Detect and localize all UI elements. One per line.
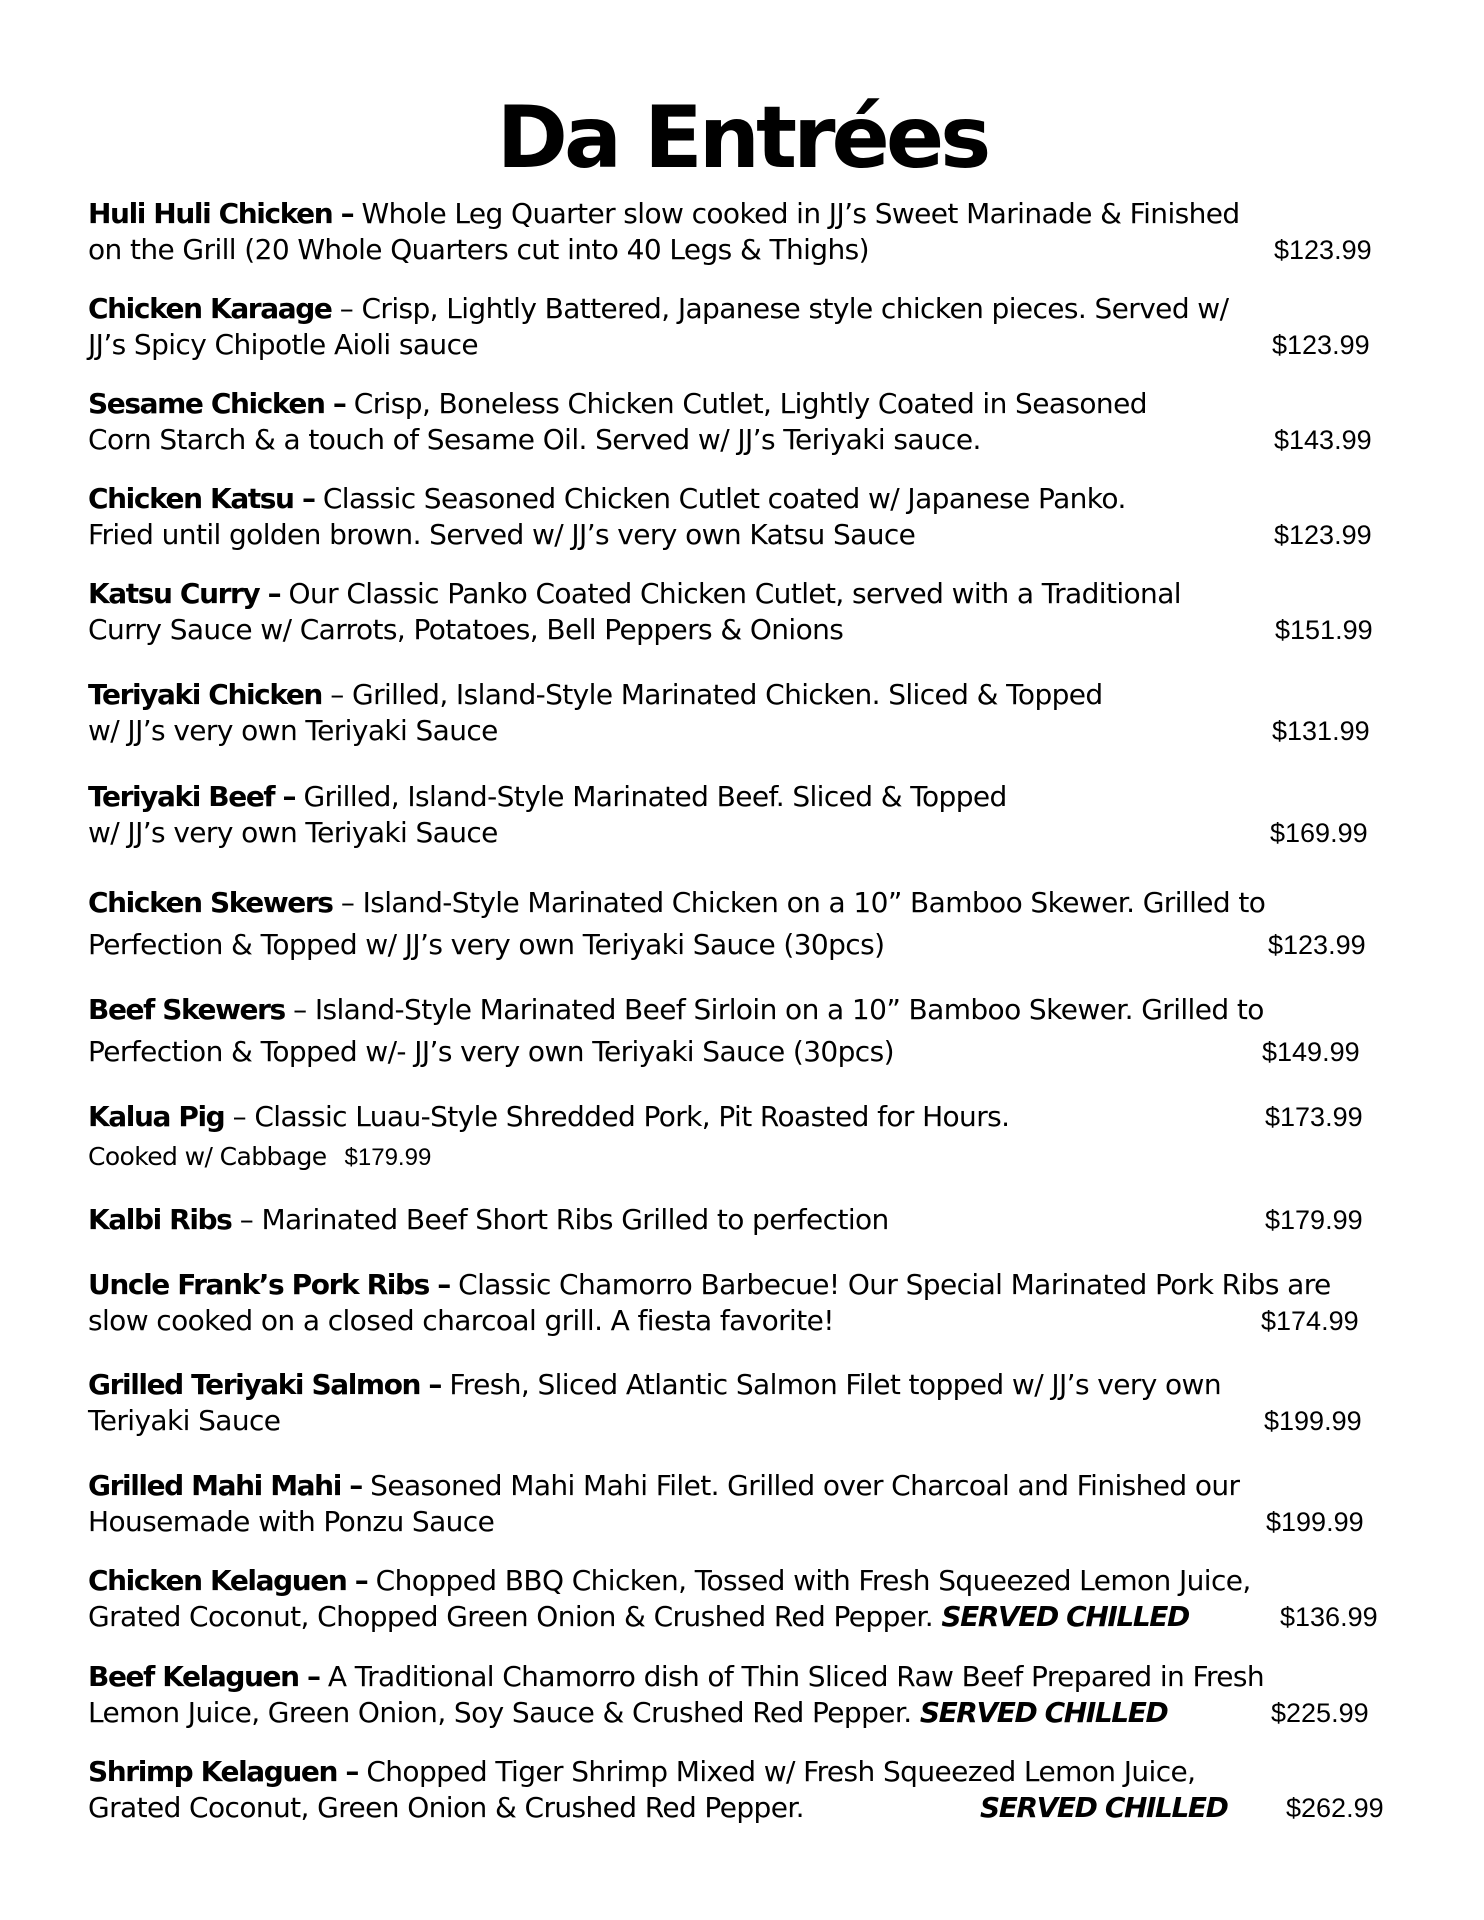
item-price: $143.99 <box>1274 425 1372 455</box>
item-name: Grilled Mahi Mahi – <box>88 1469 362 1502</box>
item-name: Sesame Chicken – <box>88 387 346 420</box>
menu-item-chicken-karaage <box>88 291 1408 363</box>
item-description: Cooked w/ Cabbage <box>88 1142 327 1171</box>
item-description: Chopped Tiger Shrimp Mixed w/ Fresh Squeezed Lemon Juice, <box>358 1755 1196 1788</box>
item-description: Grilled, Island-Style Marinated Beef. Sliced & Topped <box>295 780 1007 813</box>
item-name: Uncle Frank’s Pork Ribs – <box>88 1268 450 1301</box>
menu-item-shrimp-kelaguen <box>88 1754 1408 1826</box>
item-description: Curry Sauce w/ Carrots, Potatoes, Bell Peppers & Onions <box>88 613 844 646</box>
item-price: $123.99 <box>1268 930 1366 960</box>
menu-item-grilled-teriyaki-salmon <box>88 1367 1408 1439</box>
item-description: – Grilled, Island-Style Marinated Chicken. Sliced & Topped <box>321 678 1103 711</box>
menu-item-grilled-mahi-mahi <box>88 1468 1408 1540</box>
item-price: $123.99 <box>1274 520 1372 550</box>
page-title: Da Entrées <box>496 88 988 188</box>
menu-item-beef-kelaguen <box>88 1659 1408 1731</box>
item-description: – Classic Luau-Style Shredded Pork, Pit Roasted for Hours. <box>224 1100 1010 1133</box>
item-name: Teriyaki Beef – <box>88 780 296 813</box>
item-description: Perfection & Topped w/- JJ’s very own Teriyaki Sauce (30pcs) <box>88 1035 894 1068</box>
menu-item-beef-skewers <box>88 992 1408 1070</box>
item-description: JJ’s Spicy Chipotle Aioli sauce <box>88 328 478 361</box>
item-price: $199.99 <box>1266 1507 1364 1537</box>
item-description: Grated Coconut, Chopped Green Onion & Crushed Red Pepper. <box>88 1600 942 1633</box>
item-name: Chicken Katsu – <box>88 482 315 515</box>
menu-item-uncle-franks-pork-ribs <box>88 1267 1408 1339</box>
item-price-secondary: $179.99 <box>344 1144 432 1171</box>
served-chilled-note: SERVED CHILLED <box>980 1791 1228 1824</box>
menu-item-chicken-kelaguen <box>88 1563 1408 1635</box>
item-description: on the Grill (20 Whole Quarters cut into 40 Legs & Thighs) <box>88 233 869 266</box>
item-description: Lemon Juice, Green Onion, Soy Sauce & Crushed Red Pepper. <box>88 1696 920 1729</box>
item-description: w/ JJ’s very own Teriyaki Sauce <box>88 714 498 747</box>
item-price: $151.99 <box>1275 615 1373 645</box>
menu-item-kalua-pig <box>88 1099 1408 1175</box>
item-description: Teriyaki Sauce <box>88 1404 281 1437</box>
item-name: Teriyaki Chicken <box>88 678 322 711</box>
item-description: Corn Starch & a touch of Sesame Oil. Served w/ JJ’s Teriyaki sauce. <box>88 423 981 456</box>
item-price: $136.99 <box>1280 1602 1378 1632</box>
item-description: Fresh, Sliced Atlantic Salmon Filet topped w/ JJ’s very own <box>441 1368 1221 1401</box>
menu-item-teriyaki-beef <box>88 779 1408 851</box>
item-name: Kalbi Ribs <box>88 1203 232 1236</box>
menu-item-katsu-curry <box>88 576 1408 648</box>
menu-item-huli-huli-chicken <box>88 196 1408 268</box>
item-price: $123.99 <box>1272 330 1370 360</box>
item-description: Chopped BBQ Chicken, Tossed with Fresh Squeezed Lemon Juice, <box>367 1564 1251 1597</box>
menu-item-chicken-katsu <box>88 481 1408 553</box>
item-description: Classic Chamorro Barbecue! Our Special Marinated Pork Ribs are <box>449 1268 1331 1301</box>
item-name: Shrimp Kelaguen – <box>88 1755 359 1788</box>
menu-item-chicken-skewers <box>88 885 1408 963</box>
item-price: $173.99 <box>1265 1102 1363 1132</box>
menu-item-sesame-chicken <box>88 386 1408 458</box>
item-description: slow cooked on a closed charcoal grill. A fiesta favorite! <box>88 1304 834 1337</box>
item-price: $123.99 <box>1274 235 1372 265</box>
item-description: Our Classic Panko Coated Chicken Cutlet, served with a Traditional <box>280 577 1181 610</box>
item-name: Grilled Teriyaki Salmon – <box>88 1368 442 1401</box>
item-description: Crisp, Boneless Chicken Cutlet, Lightly Coated in Seasoned <box>345 387 1147 420</box>
item-price: $169.99 <box>1270 818 1368 848</box>
item-description: Perfection & Topped w/ JJ’s very own Teriyaki Sauce (30pcs) <box>88 928 885 961</box>
served-chilled-note: SERVED CHILLED <box>919 1696 1168 1729</box>
item-description: Fried until golden brown. Served w/ JJ’s very own Katsu Sauce <box>88 518 916 551</box>
item-description: Housemade with Ponzu Sauce <box>88 1505 495 1538</box>
menu-item-kalbi-ribs <box>88 1202 1408 1238</box>
item-description: – Island-Style Marinated Beef Sirloin on a 10” Bamboo Skewer. Grilled to <box>284 993 1264 1026</box>
item-name: Katsu Curry – <box>88 577 281 610</box>
item-description: Grated Coconut, Green Onion & Crushed Red Pepper. <box>88 1791 804 1824</box>
item-name: Chicken Karaage <box>88 292 332 325</box>
item-price: $131.99 <box>1272 716 1370 746</box>
item-description: w/ JJ’s very own Teriyaki Sauce <box>88 816 498 849</box>
item-name: Kalua Pig <box>88 1100 225 1133</box>
item-description: – Island-Style Marinated Chicken on a 10” Bamboo Skewer. Grilled to <box>332 886 1266 919</box>
item-name: Huli Huli Chicken – <box>88 197 354 230</box>
item-price: $174.99 <box>1261 1306 1359 1336</box>
served-chilled-note: SERVED CHILLED <box>941 1600 1189 1633</box>
item-description: A Traditional Chamorro dish of Thin Sliced Raw Beef Prepared in Fresh <box>319 1660 1265 1693</box>
item-price: $225.99 <box>1271 1698 1369 1728</box>
item-description: – Marinated Beef Short Ribs Grilled to perfection <box>231 1203 889 1236</box>
item-description: Seasoned Mahi Mahi Filet. Grilled over Charcoal and Finished our <box>361 1469 1240 1502</box>
menu-item-teriyaki-chicken <box>88 677 1408 749</box>
item-price: $179.99 <box>1265 1205 1363 1235</box>
item-name: Beef Skewers <box>88 993 285 1026</box>
item-name: Chicken Kelaguen – <box>88 1564 368 1597</box>
item-price: $262.99 <box>1286 1793 1384 1823</box>
item-description: – Crisp, Lightly Battered, Japanese style chicken pieces. Served w/ <box>331 292 1229 325</box>
item-price: $149.99 <box>1262 1037 1360 1067</box>
item-name: Beef Kelaguen – <box>88 1660 320 1693</box>
item-name: Chicken Skewers <box>88 886 333 919</box>
item-description: Classic Seasoned Chicken Cutlet coated w/ Japanese Panko. <box>314 482 1126 515</box>
item-description: Whole Leg Quarter slow cooked in JJ’s Sweet Marinade & Finished <box>353 197 1240 230</box>
item-price: $199.99 <box>1264 1406 1362 1436</box>
